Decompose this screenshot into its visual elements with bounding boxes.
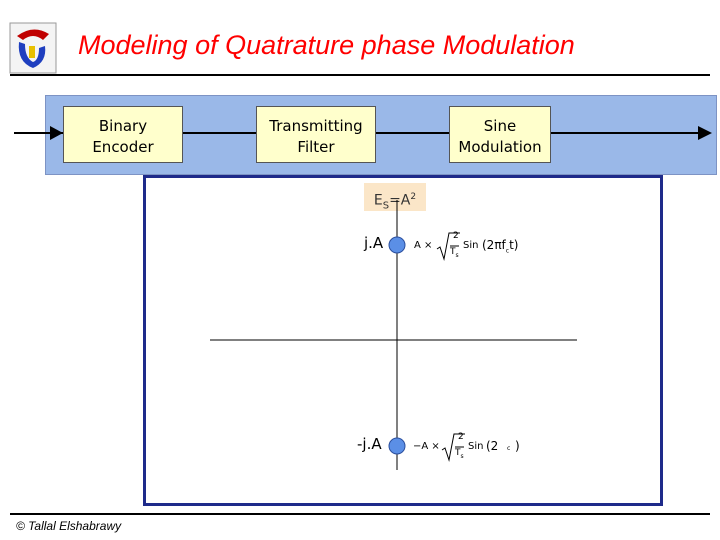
copyright-footer: © Tallal Elshabrawy bbox=[16, 519, 122, 533]
constellation-point-lower bbox=[389, 438, 405, 454]
sine-modulation-label-1: Sine bbox=[483, 117, 517, 135]
binary-encoder-label-2: Encoder bbox=[92, 138, 154, 156]
footer-rule bbox=[10, 513, 710, 515]
lower-signal-formula: −A × 2 $T_s$ Sin (2 c ) bbox=[413, 430, 523, 464]
sine-modulation-label-2: Modulation bbox=[458, 138, 542, 156]
transmitting-filter-label-2: Filter bbox=[297, 138, 335, 156]
transmitting-filter-label-1: Transmitting bbox=[269, 117, 363, 135]
upper-point-label: j.A bbox=[364, 234, 384, 252]
symbol-energy-label: $E_S=A^2$ bbox=[364, 183, 426, 211]
binary-encoder-label-1: Binary bbox=[98, 117, 148, 135]
slide-title: Modeling of Quatrature phase Modulation bbox=[78, 30, 575, 60]
constellation-point-upper bbox=[389, 237, 405, 253]
upper-signal-formula: A × 2 $T_s$ Sin $(2\pi f_ct)$ bbox=[414, 229, 514, 263]
lower-point-label: -j.A bbox=[357, 435, 382, 453]
